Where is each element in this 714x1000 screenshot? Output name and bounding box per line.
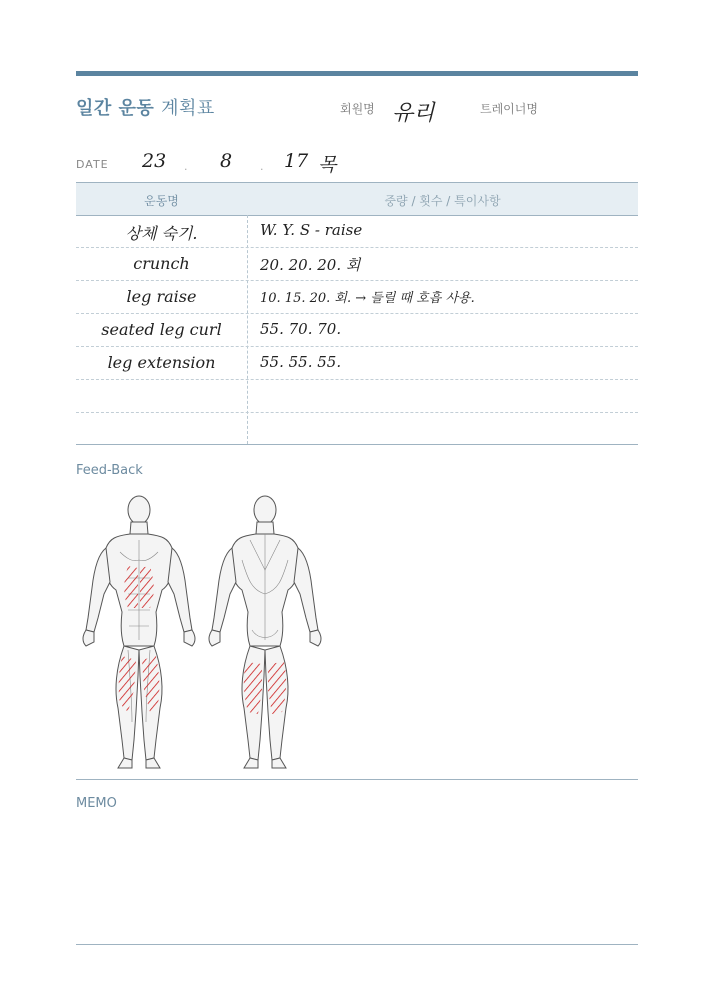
exercise-detail[interactable]: 10. 15. 20. 회. → 들릴 때 호흡 사용.: [260, 291, 475, 306]
muscle-diagram-svg: [76, 490, 336, 775]
highlight-hamstring-right: [268, 662, 286, 714]
back-right-arm: [294, 548, 318, 632]
date-weekday[interactable]: 목: [318, 154, 337, 176]
table-row[interactable]: [76, 413, 638, 444]
table-row[interactable]: [76, 380, 638, 413]
exercise-detail[interactable]: 20. 20. 20. 회: [260, 256, 361, 274]
table-row[interactable]: [76, 347, 638, 380]
exercise-detail[interactable]: 55. 70. 70.: [260, 320, 342, 338]
header-rule: [76, 71, 638, 76]
date-label: DATE: [76, 158, 109, 171]
trainer-label: 트레이너명: [480, 102, 538, 116]
exercise-name[interactable]: crunch: [133, 254, 190, 273]
exercise-name[interactable]: leg extension: [107, 353, 216, 372]
date-day[interactable]: 17: [284, 150, 309, 172]
table-row[interactable]: [76, 314, 638, 347]
back-head: [254, 496, 276, 524]
member-name-value[interactable]: 유리: [392, 101, 435, 126]
front-left-arm: [86, 548, 110, 632]
back-right-foot: [272, 758, 286, 768]
title-light: 계획표: [161, 98, 215, 119]
front-head: [128, 496, 150, 524]
memo-label: MEMO: [76, 796, 117, 811]
front-right-arm: [168, 548, 192, 632]
feedback-label: Feed-Back: [76, 463, 143, 478]
exercise-table: [76, 182, 638, 445]
front-right-hand: [184, 630, 195, 646]
date-month[interactable]: 8: [220, 150, 233, 172]
col-header-weight-reps-notes: 중량 / 횟수 / 특이사항: [384, 194, 501, 208]
col-header-exercise-name: 운동명: [144, 194, 179, 208]
back-highlight-areas: [244, 662, 286, 714]
table-row[interactable]: [76, 215, 638, 248]
exercise-detail[interactable]: W. Y. S - raise: [260, 221, 363, 239]
back-neck: [256, 522, 274, 534]
member-label: 회원명: [340, 102, 375, 116]
front-neck: [130, 522, 148, 534]
back-left-hand: [209, 630, 220, 646]
date-separator: .: [184, 160, 188, 173]
exercise-name[interactable]: leg raise: [126, 287, 197, 306]
back-left-arm: [212, 548, 236, 632]
table-header: [76, 182, 638, 216]
exercise-detail[interactable]: 55. 55. 55.: [260, 353, 342, 371]
highlight-hamstring-left: [244, 662, 262, 714]
table-row[interactable]: [76, 281, 638, 314]
memo-area[interactable]: [76, 820, 638, 940]
table-row[interactable]: [76, 248, 638, 281]
muscle-diagram: [76, 490, 336, 775]
back-right-hand: [310, 630, 321, 646]
front-right-foot: [146, 758, 160, 768]
section-divider: [76, 779, 638, 780]
date-year[interactable]: 23: [142, 150, 167, 172]
page-title: [76, 94, 215, 120]
front-left-hand: [83, 630, 94, 646]
exercise-name[interactable]: 상체 숙기.: [125, 224, 198, 243]
date-separator: .: [260, 160, 264, 173]
title-bold: 일간 운동: [76, 98, 155, 119]
front-left-foot: [118, 758, 132, 768]
back-left-foot: [244, 758, 258, 768]
exercise-name[interactable]: seated leg curl: [101, 320, 222, 339]
bottom-rule: [76, 944, 638, 945]
